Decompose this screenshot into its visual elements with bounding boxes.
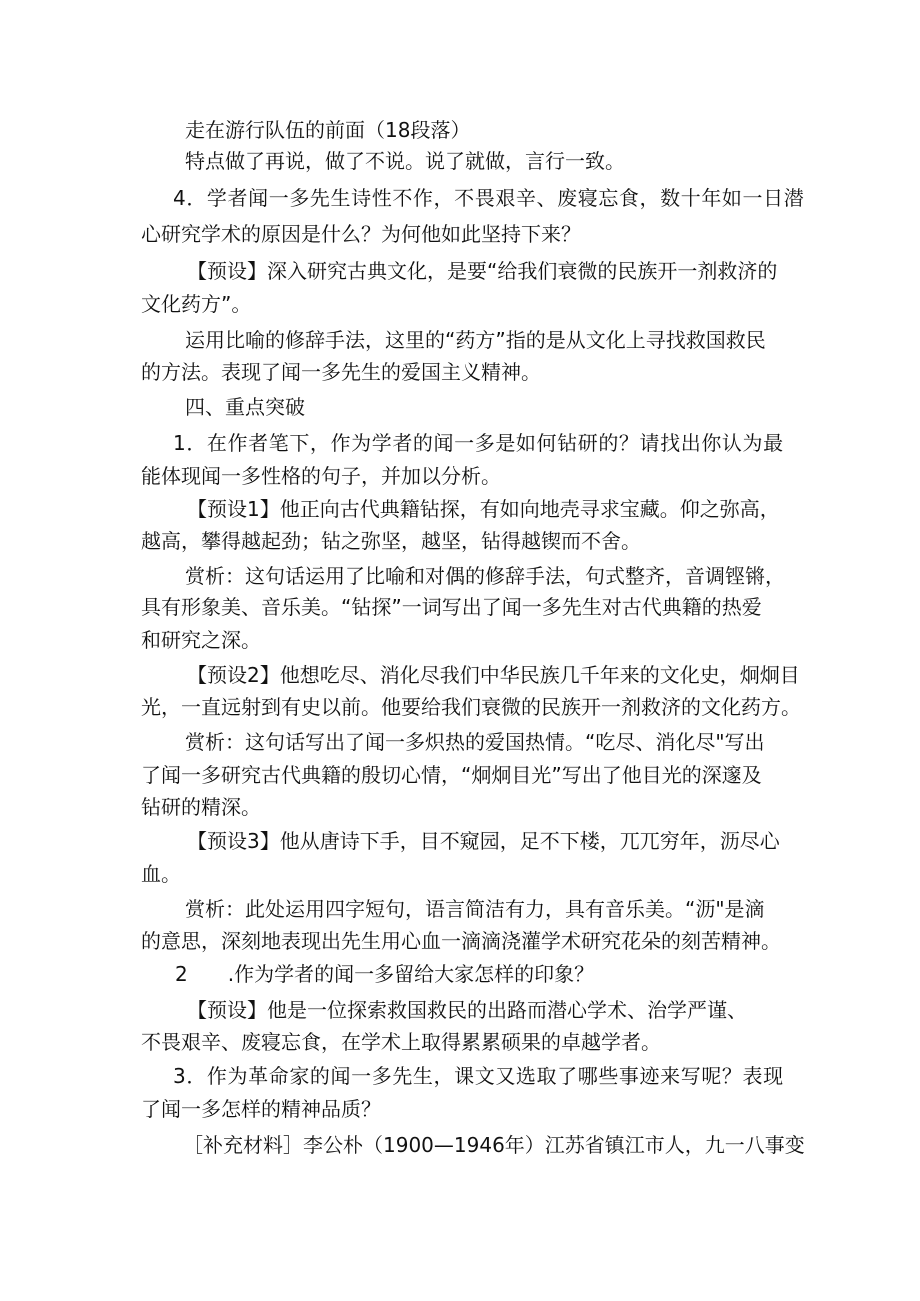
analysis-line: 和研究之深。 bbox=[141, 628, 261, 652]
question-line: 了闻一多怎样的精神品质？ bbox=[141, 1097, 381, 1121]
text-line: 的方法。表现了闻一多先生的爱国主义精神。 bbox=[141, 360, 541, 384]
text-line: 特点做了再说，做了不说。说了就做，言行一致。 bbox=[185, 149, 625, 173]
preset-line: 【预设1】他正向古代典籍钻探，有如向地壳寻求宝藏。仰之弥高， bbox=[187, 497, 780, 521]
question-line: 1．在作者笔下，作为学者的闻一多是如何钻研的？请找出你认为最 bbox=[173, 431, 784, 455]
analysis-line: 钻研的精深。 bbox=[141, 795, 261, 819]
question-line: 心研究学术的原因是什么？为何他如此坚持下来？ bbox=[141, 222, 581, 246]
preset-line: 【预设2】他想吃尽、消化尽我们中华民族几千年来的文化史，炯炯目 bbox=[187, 663, 800, 687]
preset-line: 光，一直远射到有史以前。他要给我们衰微的民族开一剂救济的文化药方。 bbox=[141, 695, 801, 719]
question-line: 2 .作为学者的闻一多留给大家怎样的印象？ bbox=[175, 962, 595, 986]
supplementary-material-line: ［补充材料］李公朴（1900—1946年）江苏省镇江市人，九一八事变 bbox=[183, 1133, 805, 1157]
preset-line: 【预设3】他从唐诗下手，目不窥园，足不下楼，兀兀穷年，沥尽心 bbox=[187, 829, 780, 853]
question-line: 能体现闻一多性格的句子，并加以分析。 bbox=[141, 464, 501, 488]
analysis-line: 的意思，深刻地表现出先生用心血一滴滴浇灌学术研究花朵的刻苦精神。 bbox=[141, 929, 781, 953]
section-heading: 四、重点突破 bbox=[185, 395, 305, 419]
preset-line: 文化药方”。 bbox=[141, 292, 252, 316]
preset-line: 越高，攀得越起劲；钻之弥坚，越坚，钻得越锲而不舍。 bbox=[141, 529, 641, 553]
analysis-line: 赏析：这句话运用了比喻和对偶的修辞手法，句式整齐，音调铿锵， bbox=[185, 564, 785, 588]
analysis-line: 具有形象美、音乐美。“钻探”一词写出了闻一多先生对古代典籍的热爱 bbox=[141, 595, 762, 619]
text-line: 走在游行队伍的前面（18段落） bbox=[185, 118, 471, 142]
preset-line: 不畏艰辛、废寝忘食，在学术上取得累累硕果的卓越学者。 bbox=[141, 1030, 661, 1054]
preset-line: 【预设】他是一位探索救国救民的出路而潜心学术、治学严谨、 bbox=[187, 998, 747, 1022]
preset-line: 【预设】深入研究古典文化，是要“给我们衰微的民族开一剂救济的 bbox=[187, 259, 778, 283]
analysis-line: 了闻一多研究古代典籍的殷切心情，“炯炯目光”写出了他目光的深邃及 bbox=[141, 763, 762, 787]
text-line: 运用比喻的修辞手法，这里的“药方”指的是从文化上寻找救国救民 bbox=[185, 328, 766, 352]
preset-line: 血。 bbox=[141, 862, 181, 886]
question-line: 4．学者闻一多先生诗性不作，不畏艰辛、废寝忘食，数十年如一日潜 bbox=[173, 186, 805, 210]
analysis-line: 赏析：这句话写出了闻一多炽热的爱国热情。“吃尽、消化尽"写出 bbox=[185, 730, 765, 754]
question-line: 3．作为革命家的闻一多先生，课文又选取了哪些事迹来写呢？表现 bbox=[173, 1064, 784, 1088]
analysis-line: 赏析：此处运用四字短句，语言简洁有力，具有音乐美。“沥"是滴 bbox=[185, 897, 765, 921]
